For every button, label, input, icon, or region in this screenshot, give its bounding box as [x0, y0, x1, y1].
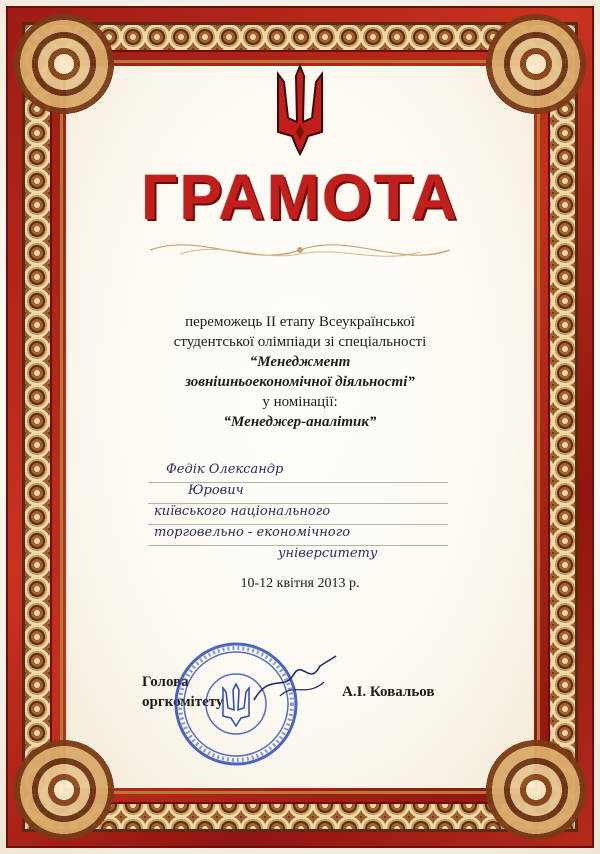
award-line: студентської олімпіади зі спеціальності — [173, 334, 427, 350]
specialty-line: “Менеджмент — [249, 354, 351, 370]
trident-icon — [268, 62, 332, 158]
signatory-name: А.І. Ковальов — [342, 684, 435, 700]
award-line: переможець ІІ етапу Всеукраїнської — [185, 314, 415, 330]
specialty-line: зовнішньоекономічної діяльності” — [185, 374, 415, 390]
signatory-label-line: Голова — [142, 674, 189, 690]
certificate-title: ГРАМОТА — [141, 161, 459, 233]
signatory-label-line: оргкомітету — [142, 694, 224, 710]
corner-ornament-icon — [476, 730, 596, 850]
handwritten-line: торговельно - економічного — [148, 525, 448, 546]
signature-icon — [250, 652, 340, 712]
flourish-ornament-icon — [140, 232, 460, 268]
nomination-value: “Менеджер-аналітик” — [223, 414, 377, 430]
nomination-label: у номінації: — [262, 394, 338, 410]
handwritten-line: київського національного — [148, 504, 448, 525]
corner-ornament-icon — [476, 4, 596, 124]
corner-ornament-icon — [4, 4, 124, 124]
award-text — [120, 312, 480, 432]
handwritten-line: університету — [278, 546, 378, 561]
handwritten-recipient — [148, 462, 448, 566]
handwritten-line: Юрович — [148, 483, 448, 504]
award-date: 10-12 квітня 2013 р. — [240, 576, 360, 591]
corner-ornament-icon — [4, 730, 124, 850]
handwritten-line: Федік Олександр — [148, 462, 448, 483]
